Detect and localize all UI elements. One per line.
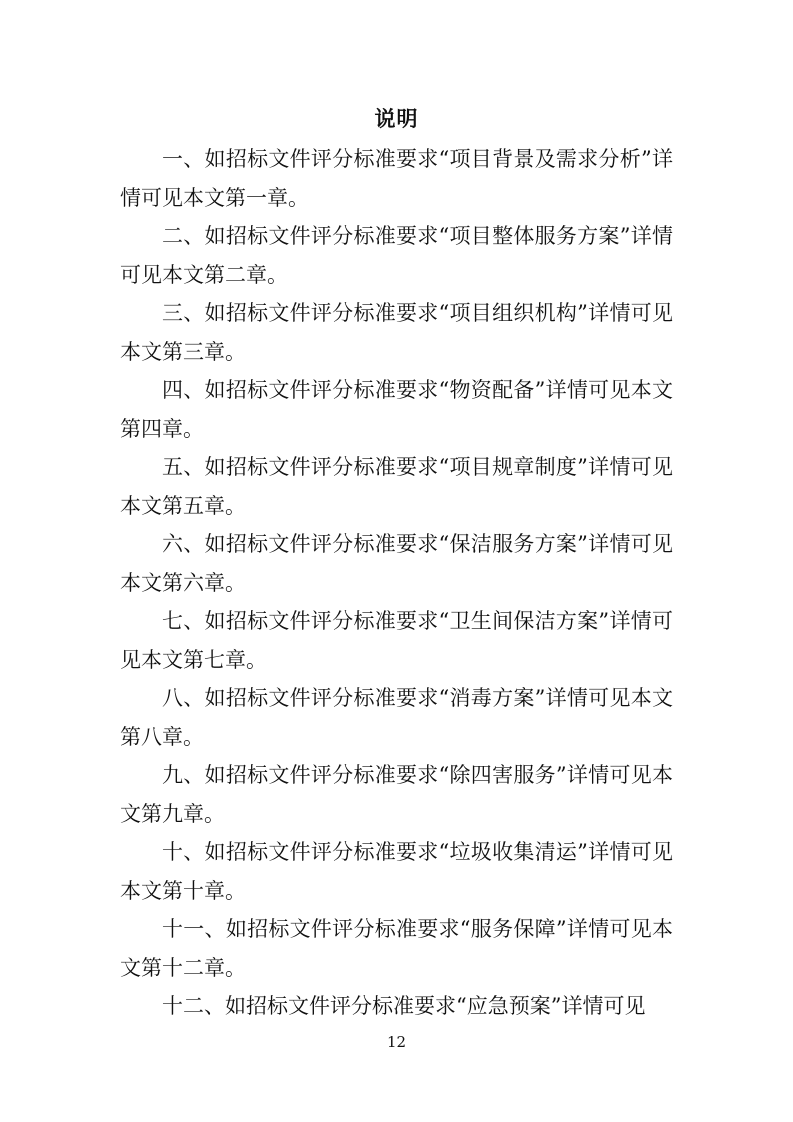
paragraph: 六、如招标文件评分标准要求“保洁服务方案”详情可见本文第六章。 <box>120 532 673 595</box>
paragraph: 一、如招标文件评分标准要求“项目背景及需求分析”详情可见本文第一章。 <box>120 147 673 210</box>
body-text <box>120 140 673 1026</box>
paragraph: 五、如招标文件评分标准要求“项目规章制度”详情可见本文第五章。 <box>120 455 673 518</box>
paragraph: 三、如招标文件评分标准要求“项目组织机构”详情可见本文第三章。 <box>120 301 673 364</box>
paragraph: 八、如招标文件评分标准要求“消毒方案”详情可见本文第八章。 <box>120 686 673 749</box>
paragraph: 十二、如招标文件评分标准要求“应急预案”详情可见 <box>162 994 646 1018</box>
paragraph: 十一、如招标文件评分标准要求“服务保障”详情可见本文第十二章。 <box>120 917 673 980</box>
page-title: 说明 <box>374 106 419 131</box>
paragraph: 九、如招标文件评分标准要求“除四害服务”详情可见本文第九章。 <box>120 763 673 826</box>
paragraph: 四、如招标文件评分标准要求“物资配备”详情可见本文第四章。 <box>120 378 673 441</box>
paragraph: 七、如招标文件评分标准要求“卫生间保洁方案”详情可见本文第七章。 <box>120 609 673 672</box>
page-number: 12 <box>386 1033 407 1051</box>
paragraph: 十、如招标文件评分标准要求“垃圾收集清运”详情可见本文第十章。 <box>120 840 673 903</box>
paragraph: 二、如招标文件评分标准要求“项目整体服务方案”详情可见本文第二章。 <box>120 224 673 287</box>
